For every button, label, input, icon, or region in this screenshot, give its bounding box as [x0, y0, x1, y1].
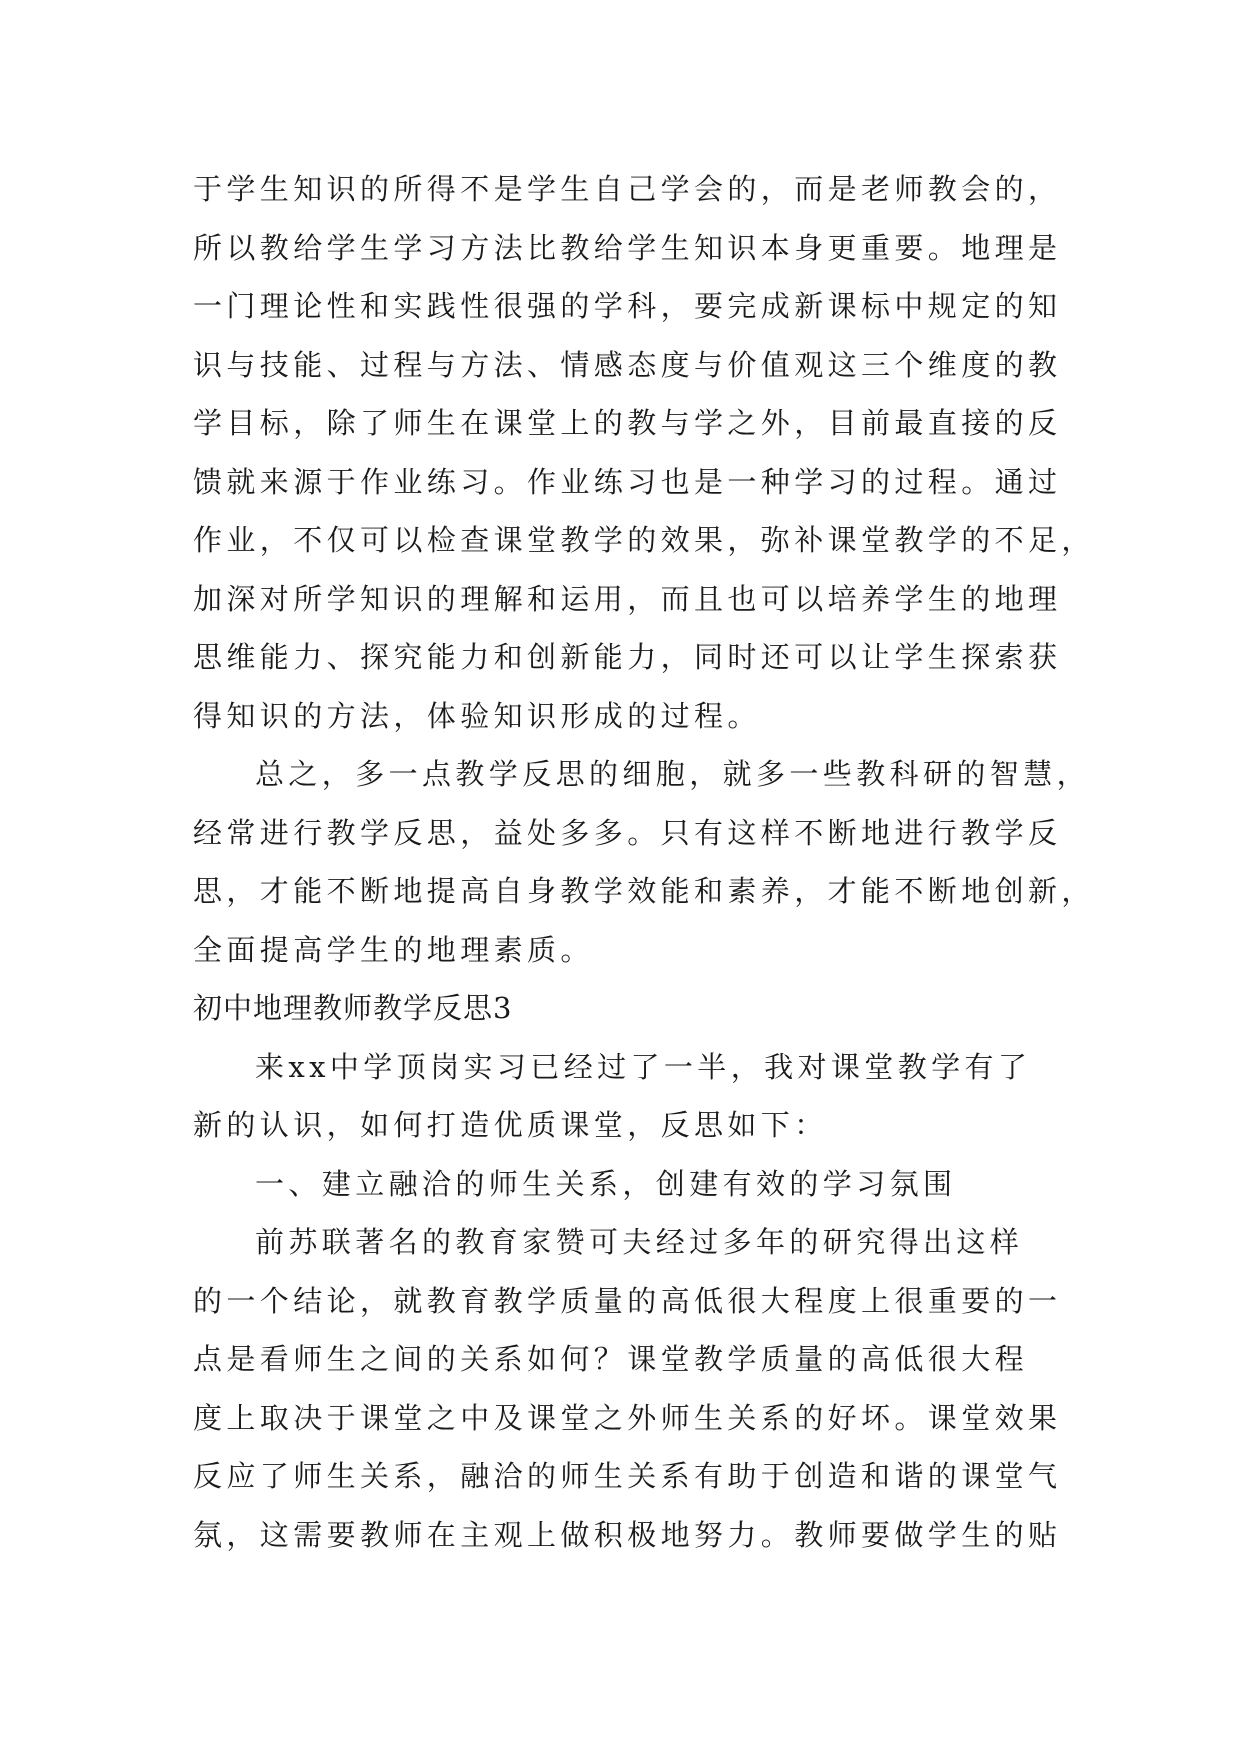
- paragraph-start-line: 前苏联著名的教育家赞可夫经过多年的研究得出这样: [255, 1225, 1024, 1259]
- text-line: 点是看师生之间的关系如何？课堂教学质量的高低很大程: [193, 1342, 1029, 1376]
- text-line: 加深对所学知识的理解和运用，而且也可以培养学生的地理: [193, 581, 1062, 616]
- text-line: 经常进行教学反思，益处多多。只有这样不断地进行教学反: [193, 815, 1062, 850]
- text-line: 学目标，除了师生在课堂上的教与学之外，目前最直接的反: [193, 406, 1062, 440]
- text-line: 氛，这需要教师在主观上做积极地努力。教师要做学生的贴: [193, 1517, 1062, 1552]
- text-line: 思维能力、探究能力和创新能力，同时还可以让学生探索获: [193, 640, 1062, 674]
- text-line: 反应了师生关系，融洽的师生关系有助于创造和谐的课堂气: [193, 1459, 1062, 1493]
- document-body: [193, 160, 1095, 1564]
- text-line: 得知识的方法，体验知识形成的过程。: [193, 698, 761, 733]
- text-line: 作业，不仅可以检查课堂教学的效果，弥补课堂教学的不足，: [193, 523, 1095, 557]
- paragraph-start-line: 来xx中学顶岗实习已经过了一半，我对课堂教学有了: [255, 1049, 1032, 1084]
- text-line: 思，才能不断地提高自身教学效能和素养，才能不断地创新，: [193, 874, 1095, 908]
- text-line: 度上取决于课堂之中及课堂之外师生关系的好坏。课堂效果: [193, 1400, 1062, 1435]
- subheading-line: 一、建立融洽的师生关系，创建有效的学习氛围: [255, 1166, 957, 1201]
- text-line: 的一个结论，就教育教学质量的高低很大程度上很重要的一: [193, 1283, 1062, 1318]
- section-heading: 初中地理教师教学反思3: [193, 991, 513, 1025]
- text-line: 所以教给学生学习方法比教给学生知识本身更重要。地理是: [193, 230, 1062, 265]
- text-line: 馈就来源于作业练习。作业练习也是一种学习的过程。通过: [193, 464, 1062, 499]
- text-line: 一门理论性和实践性很强的学科，要完成新课标中规定的知: [193, 289, 1062, 323]
- text-line: 新的认识，如何打造优质课堂，反思如下：: [193, 1108, 828, 1142]
- text-line: 识与技能、过程与方法、情感态度与价值观这三个维度的教: [193, 347, 1062, 382]
- paragraph-start-line: 总之，多一点教学反思的细胞，就多一些教科研的智慧，: [255, 757, 1091, 791]
- text-line: 于学生知识的所得不是学生自己学会的，而是老师教会的，: [193, 172, 1062, 206]
- text-line: 全面提高学生的地理素质。: [193, 932, 594, 967]
